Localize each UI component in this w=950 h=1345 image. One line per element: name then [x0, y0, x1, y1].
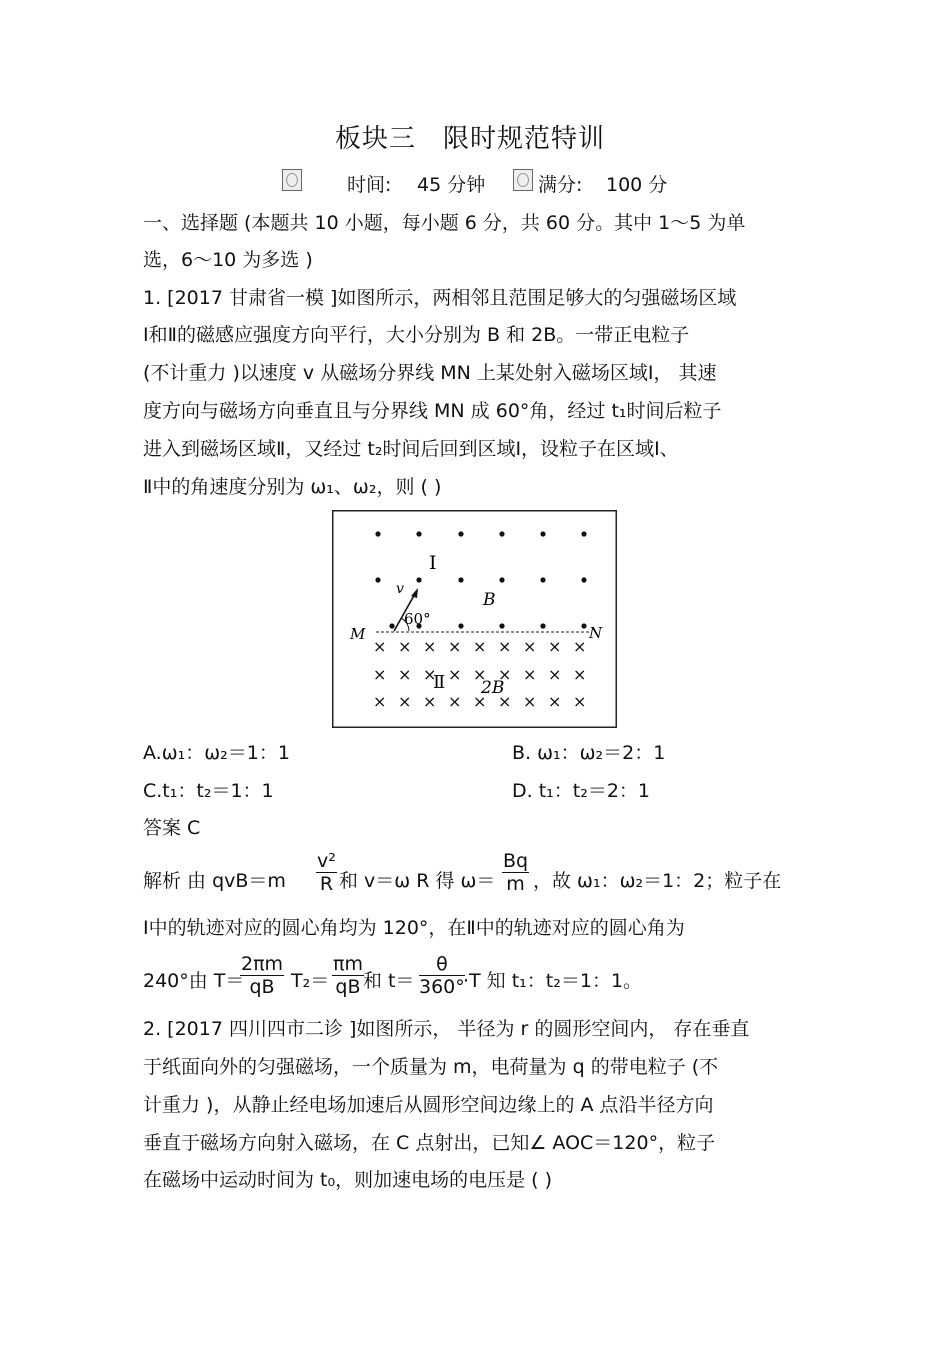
field-cross: ×: [423, 637, 437, 656]
field-dot: [581, 577, 586, 582]
field-cross: ×: [398, 665, 412, 684]
field-dot: [458, 623, 463, 628]
fraction-pim-over-qb: [332, 953, 364, 998]
q1-line: 1. [2017 甘肃省一模 ]如图所示，两相邻且范围足够大的匀强磁场区域: [143, 287, 737, 309]
field-dot: [581, 531, 586, 536]
field-cross: ×: [373, 692, 387, 711]
field-dot: [458, 577, 463, 582]
field-dot: [389, 623, 394, 628]
fraction-denominator: 360°: [419, 976, 465, 998]
field-dot: [581, 623, 586, 628]
fraction-numerator: Bq: [503, 850, 529, 872]
analysis-text-3d: ·T 知 t₁：t₂＝1：1。: [463, 970, 643, 992]
field-cross: ×: [573, 692, 587, 711]
field-cross: ×: [448, 637, 462, 656]
field-dot: [499, 623, 504, 628]
field-cross: ×: [573, 637, 587, 656]
field-cross: ×: [523, 665, 537, 684]
point-M-label: M: [350, 625, 366, 643]
velocity-label: v: [396, 581, 404, 597]
fraction-theta-over-360: [419, 953, 465, 998]
analysis-text-1c: ，故 ω₁：ω₂＝1：2；粒子在: [533, 870, 782, 892]
field-cross: ×: [523, 692, 537, 711]
score-label: 满分:: [538, 174, 583, 196]
field-2B-label: 2B: [481, 678, 505, 698]
field-dot: [458, 531, 463, 536]
field-cross: ×: [448, 665, 462, 684]
field-cross: ×: [548, 637, 562, 656]
field-cross: ×: [573, 665, 587, 684]
answer-line: 答案 C: [143, 817, 201, 839]
clock-icon: [282, 169, 302, 191]
field-cross: ×: [448, 692, 462, 711]
field-cross: ×: [373, 637, 387, 656]
field-dot: [416, 531, 421, 536]
region-I-label: Ⅰ: [429, 552, 437, 574]
analysis-text-2: Ⅰ中的轨迹对应的圆心角均为 120°，在Ⅱ中的轨迹对应的圆心角为: [143, 917, 685, 939]
field-dot: [375, 577, 380, 582]
field-cross: ×: [398, 637, 412, 656]
analysis-text-3c: 和 t＝: [363, 970, 415, 992]
q2-line: 在磁场中运动时间为 t₀，则加速电场的电压是 ( ): [143, 1169, 553, 1191]
field-dot: [499, 577, 504, 582]
section-heading-line2: 选，6～10 为多选 ): [143, 249, 313, 271]
q2-line: 2. [2017 四川四市二诊 ]如图所示， 半径为 r 的圆形空间内， 存在垂直: [143, 1018, 750, 1040]
option-c: C.t₁：t₂＝1：1: [143, 780, 274, 802]
section-heading-line1: 一、选择题 (本题共 10 小题，每小题 6 分，共 60 分。其中 1～5 为单: [143, 212, 746, 234]
time-value: 45 分钟: [417, 174, 486, 196]
q2-line: 计重力 )，从静止经电场加速后从圆形空间边缘上的 A 点沿半径方向: [143, 1094, 714, 1116]
q1-line: Ⅱ中的角速度分别为 ω₁、ω₂，则 ( ): [143, 476, 442, 498]
field-cross: ×: [548, 692, 562, 711]
field-B-label: B: [483, 590, 496, 610]
time-label: 时间:: [347, 174, 392, 196]
fraction-numerator: πm: [333, 953, 363, 975]
fraction-numerator: θ: [419, 953, 465, 976]
angle-label: 60°: [404, 610, 431, 628]
point-N-label: N: [589, 624, 603, 642]
field-cross: ×: [473, 665, 487, 684]
fraction-bq-over-m: [502, 850, 529, 895]
option-b: B. ω₁：ω₂＝2：1: [512, 742, 666, 764]
q1-line: 度方向与磁场方向垂直且与分界线 MN 成 60°角，经过 t₁时间后粒子: [143, 400, 722, 422]
field-dot: [499, 531, 504, 536]
field-dot: [416, 577, 421, 582]
field-cross: ×: [498, 665, 512, 684]
score-value: 100 分: [606, 174, 668, 196]
magnetic-field-figure: [332, 510, 617, 728]
fraction-denominator: qB: [335, 976, 361, 998]
field-dot: [375, 531, 380, 536]
analysis-text-1b: 和 v＝ω R 得 ω＝: [339, 870, 496, 892]
field-dot: [540, 623, 545, 628]
fraction-numerator: v²: [317, 850, 336, 872]
fraction-numerator: 2πm: [241, 953, 284, 975]
field-dot: [540, 577, 545, 582]
field-cross: ×: [498, 692, 512, 711]
fraction-denominator: qB: [249, 976, 275, 998]
field-cross: ×: [473, 637, 487, 656]
field-cross: ×: [398, 692, 412, 711]
fraction-denominator: m: [506, 873, 525, 895]
field-cross: ×: [423, 665, 437, 684]
fraction-denominator: R: [319, 873, 334, 895]
fraction-2pim-over-qb: [240, 953, 284, 998]
q1-line: Ⅰ和Ⅱ的磁感应强度方向平行，大小分别为 B 和 2B。一带正电粒子: [143, 324, 690, 346]
field-dot: [540, 531, 545, 536]
field-cross: ×: [498, 637, 512, 656]
q1-line: (不计重力 )以速度 v 从磁场分界线 MN 上某处射入磁场区域Ⅰ， 其速: [143, 362, 717, 384]
q2-line: 垂直于磁场方向射入磁场，在 C 点射出，已知∠ AOC＝120°，粒子: [143, 1132, 716, 1154]
analysis-text-3b: T₂＝: [291, 970, 330, 992]
field-cross: ×: [373, 665, 387, 684]
q1-line: 进入到磁场区域Ⅱ，又经过 t₂时间后回到区域Ⅰ，设粒子在区域Ⅰ、: [143, 438, 679, 460]
region-II-label: Ⅱ: [433, 672, 446, 693]
field-cross: ×: [423, 692, 437, 711]
option-a: A.ω₁：ω₂＝1：1: [143, 742, 290, 764]
field-cross: ×: [548, 665, 562, 684]
paper-icon: [513, 169, 533, 191]
q2-line: 于纸面向外的匀强磁场，一个质量为 m，电荷量为 q 的带电粒子 (不: [143, 1056, 719, 1078]
fraction-v2-over-r: [316, 850, 337, 895]
field-cross: ×: [473, 692, 487, 711]
field-cross: ×: [523, 637, 537, 656]
analysis-text-3a: 240°由 T＝: [143, 970, 245, 992]
option-d: D. t₁：t₂＝2：1: [512, 780, 651, 802]
page-title: 板块三 限时规范特训: [334, 124, 605, 154]
analysis-text-1a: 解析 由 qvB＝m: [143, 870, 286, 892]
